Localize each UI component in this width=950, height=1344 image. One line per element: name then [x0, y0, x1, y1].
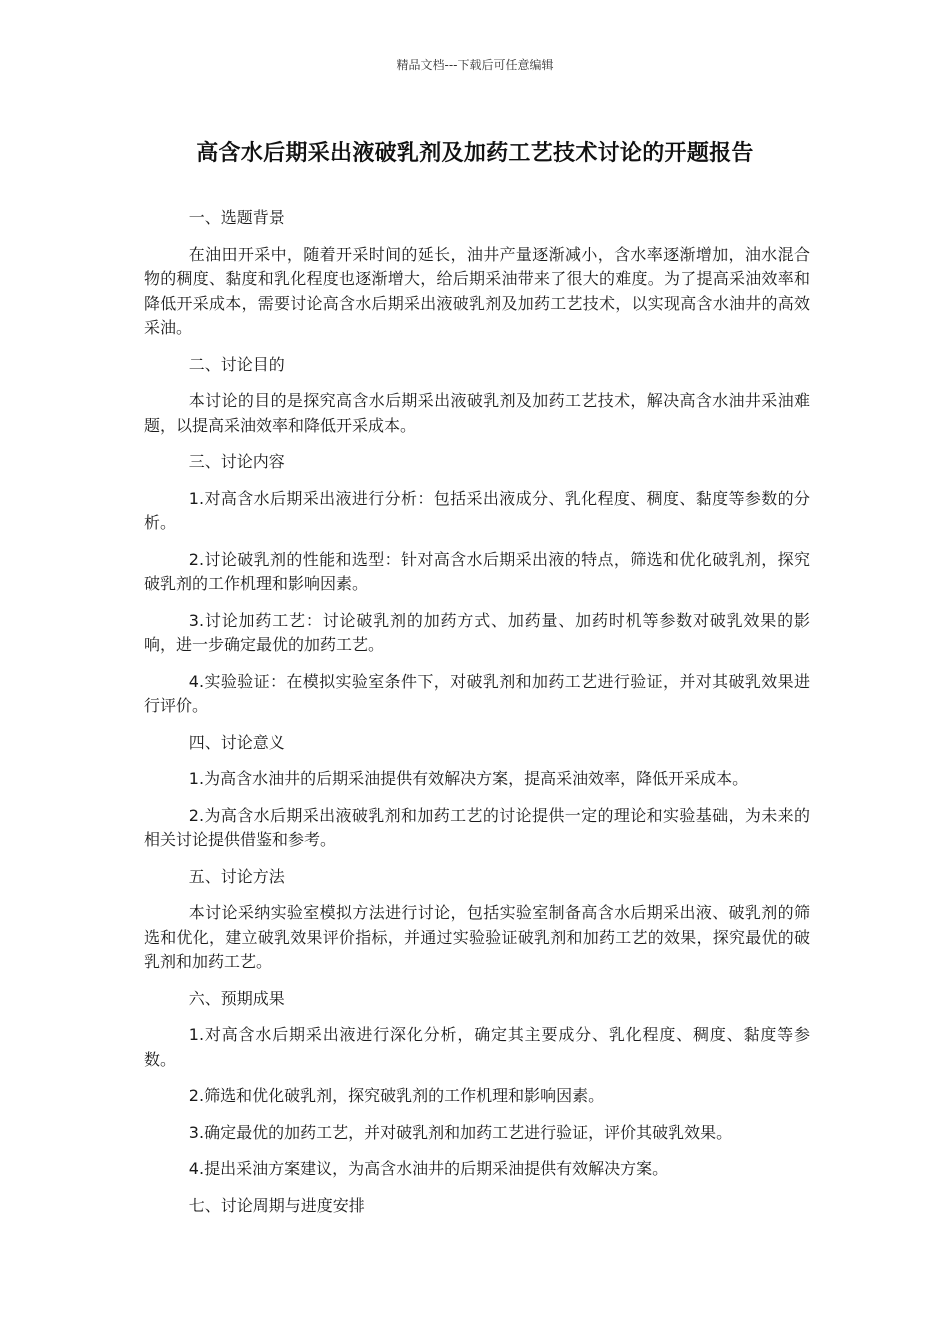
header-note: 精品文档---下载后可任意编辑 — [396, 58, 554, 72]
paragraph-purpose: 本讨论的目的是探究高含水后期采出液破乳剂及加药工艺技术，解决高含水油井采油难题，以提高采油效率和降低开采成本。 — [144, 391, 810, 435]
section-heading-significance: 四、讨论意义 — [188, 732, 285, 752]
section-heading-purpose: 二、讨论目的 — [188, 354, 285, 374]
paragraph-method: 本讨论采纳实验室模拟方法进行讨论，包括实验室制备高含水后期采出液、破乳剂的筛选和优化，建立破乳效果评价指标，并通过实验验证破乳剂和加药工艺的效果，探究最优的破乳剂和加药工艺。 — [144, 903, 810, 971]
content-item-2: 2.讨论破乳剂的性能和选型：针对高含水后期采出液的特点，筛选和优化破乳剂，探究破乳剂的工作机理和影响因素。 — [144, 549, 810, 593]
significance-item-1: 1.为高含水油井的后期采油提供有效解决方案，提高采油效率，降低开采成本。 — [188, 769, 749, 788]
paragraph-background: 在油田开采中，随着开采时间的延长，油井产量逐渐减小，含水率逐渐增加，油水混合物的稠度、黏度和乳化程度也逐渐增大，给后期采油带来了很大的难度。为了提高采油效率和降低开采成本，需要讨论高含水后期采出液破乳剂及加药工艺技术，以实现高含水油井的高效采油。 — [144, 244, 810, 337]
content-item-3: 3.讨论加药工艺：讨论破乳剂的加药方式、加药量、加药时机等参数对破乳效果的影响，进一步确定最优的加药工艺。 — [144, 610, 810, 654]
significance-item-2: 2.为高含水后期采出液破乳剂和加药工艺的讨论提供一定的理论和实验基础，为未来的相关讨论提供借鉴和参考。 — [144, 805, 810, 849]
result-item-3: 3.确定最优的加药工艺，并对破乳剂和加药工艺进行验证，评价其破乳效果。 — [188, 1122, 733, 1142]
result-item-2: 2.筛选和优化破乳剂，探究破乳剂的工作机理和影响因素。 — [188, 1086, 605, 1105]
result-item-1: 1.对高含水后期采出液进行深化分析，确定其主要成分、乳化程度、稠度、黏度等参数。 — [144, 1025, 810, 1069]
document-body — [144, 206, 810, 1230]
content-item-4: 4.实验验证：在模拟实验室条件下，对破乳剂和加药工艺进行验证，并对其破乳效果进行评价。 — [144, 671, 810, 715]
result-item-4: 4.提出采油方案建议，为高含水油井的后期采油提供有效解决方案。 — [188, 1159, 669, 1178]
section-heading-expected-results: 六、预期成果 — [188, 988, 285, 1008]
document-title: 高含水后期采出液破乳剂及加药工艺技术讨论的开题报告 — [196, 141, 754, 166]
section-heading-background: 一、选题背景 — [188, 208, 285, 227]
section-heading-method: 五、讨论方法 — [188, 866, 285, 886]
section-heading-schedule: 七、讨论周期与进度安排 — [188, 1195, 365, 1215]
section-heading-content: 三、讨论内容 — [188, 452, 285, 471]
content-item-1: 1.对高含水后期采出液进行分析：包括采出液成分、乳化程度、稠度、黏度等参数的分析。 — [144, 488, 810, 532]
